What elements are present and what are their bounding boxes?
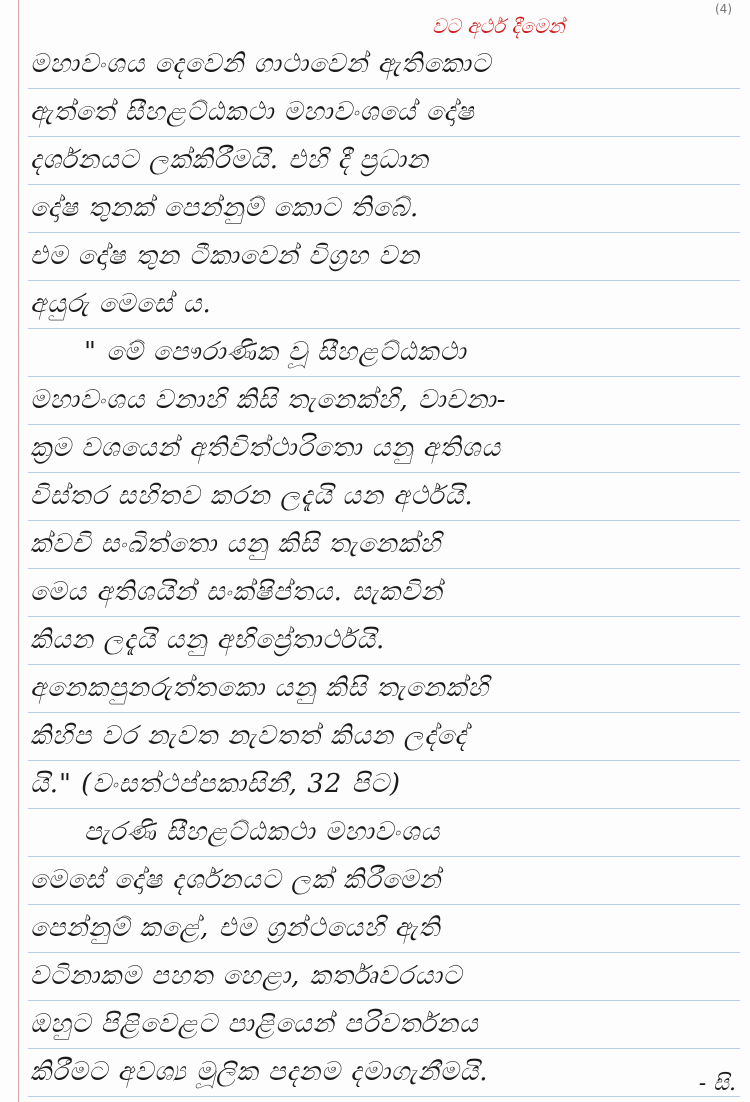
text-line: එම දෝෂ තුන ටීකාවෙන් විග්‍රහ වන — [30, 241, 421, 271]
red-correction: වට අර්ථ දීමෙන් — [432, 14, 565, 38]
text-line: මෙසේ දෝෂ දර්ශනයට ලක් කිරීමෙන් — [30, 865, 442, 895]
text-line: දෝෂ තුනක් පෙන්නුම් කොට තිබේ. — [30, 193, 420, 223]
text-line: අනෙකපුනරුත්තකො යනු කිසි තැනෙක්හි — [30, 673, 490, 703]
text-line: ක්වචි සංඛිත්තො යනු කිසි තැනෙක්හි — [30, 529, 442, 559]
text-line: ක්‍රම වශයෙන් අතිවිත්ථාරිතො යනු අතිශය — [30, 433, 502, 463]
text-line: යි." (වංසත්ථප්පකාසිනී, 32 පිට) — [30, 769, 402, 799]
text-line: " මේ පෞරාණික වූ සීහළට්ඨකථා — [84, 337, 467, 367]
text-line: මහාවංශය දෙවෙනි ගාථාවෙන් ඇතිකොට — [30, 49, 492, 79]
text-line: අයුරු මෙසේ ය. — [30, 289, 212, 319]
page-number: (4) — [715, 2, 732, 16]
text-line: මහාවංශය වනාහි කිසි තැනෙක්හි, වාචනා- — [30, 385, 507, 415]
text-line: කියන ලදැයි යනු අභිප්‍රේතාර්ථයි. — [30, 625, 386, 655]
text-line: පෙන්නුම් කළේ, එම ග්‍රන්ථයෙහි ඇති — [30, 913, 441, 943]
text-line: ඇත්තේ සීහළට්ඨකථා මහාවංශයේ දෝෂ — [30, 97, 475, 127]
text-line: විස්තර සහිතව කරන ලදැයි යන අර්ථයි. — [30, 481, 474, 511]
margin-line — [18, 0, 19, 1102]
text-line: වටිනාකම පහත හෙළා, කර්තෘවරයාට — [30, 961, 463, 991]
text-line: ඔහුට පිළිවෙළට පාළියෙන් පරිවර්තනය — [30, 1009, 479, 1039]
text-line: කිහිප වර නැවත නැවතත් කියන ලද්දේ — [30, 721, 467, 751]
signature: - සි. — [698, 1071, 736, 1096]
text-line: කිරීමට අවශ්‍ය මූලික පදනම දමාගැනීමයි. — [30, 1057, 489, 1087]
text-line: මෙය අතිශයින් සංක්ෂිප්තය. සැකවින් — [30, 577, 443, 607]
text-line: පැරණි සීහළට්ඨකථා මහාවංශය — [84, 817, 441, 847]
text-line: දර්ශනයට ලක්කිරීමයි. එහි දී ප්‍රධාන — [30, 145, 429, 175]
